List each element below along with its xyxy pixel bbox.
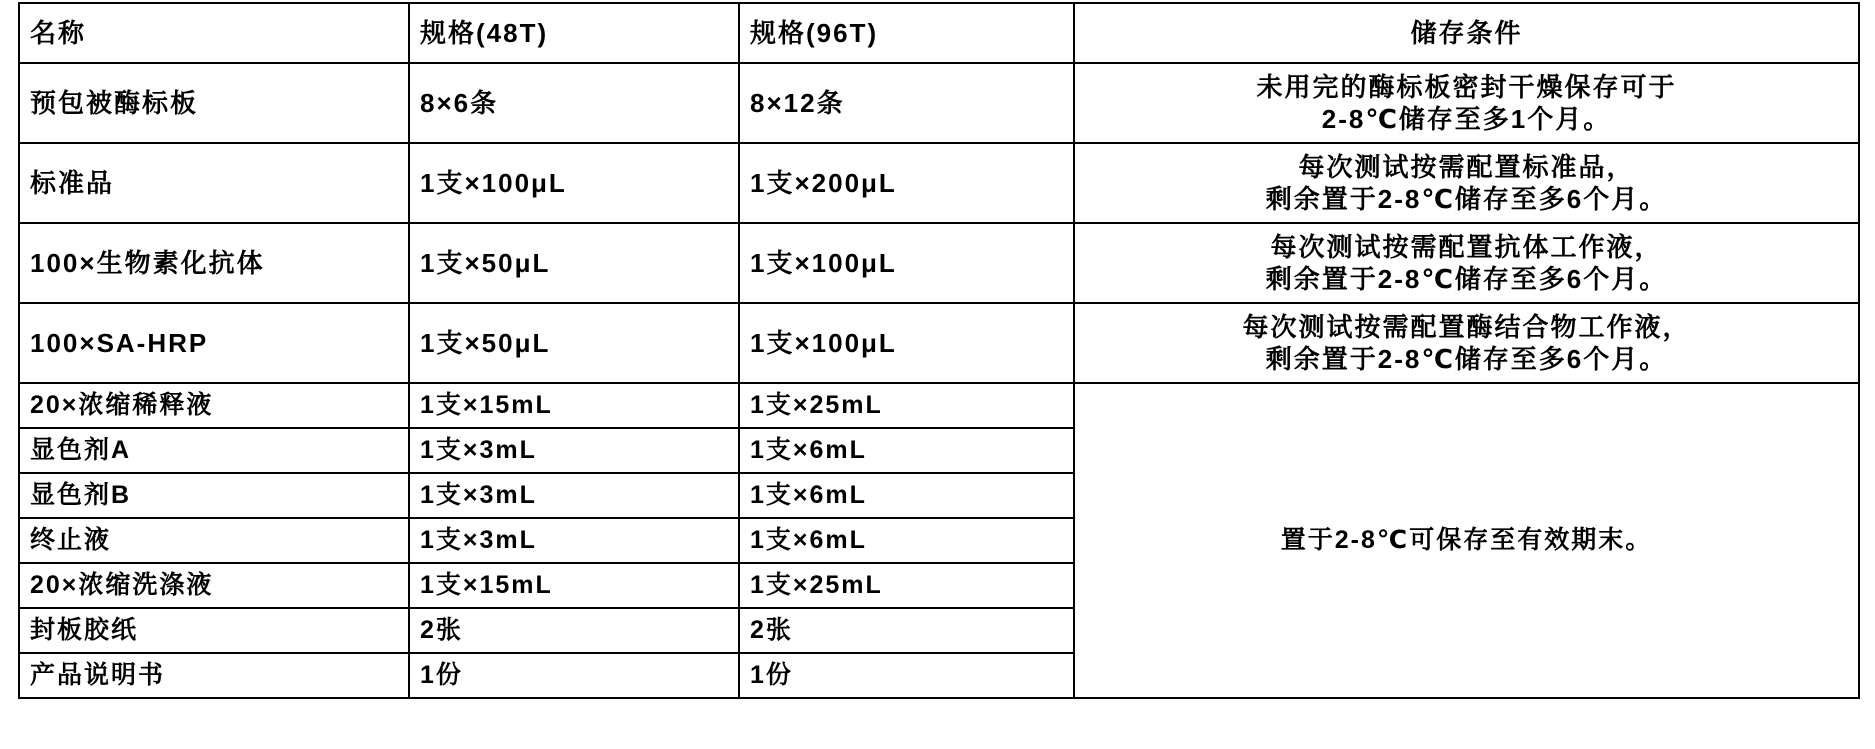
cell-spec-96t: 2张 bbox=[739, 608, 1074, 653]
cell-name: 20×浓缩稀释液 bbox=[19, 383, 409, 428]
cell-storage-merged: 置于2-8℃可保存至有效期末。 bbox=[1074, 383, 1859, 698]
cell-storage bbox=[1074, 63, 1859, 143]
cell-storage bbox=[1074, 303, 1859, 383]
cell-name: 标准品 bbox=[19, 143, 409, 223]
cell-name: 封板胶纸 bbox=[19, 608, 409, 653]
document-page bbox=[0, 2, 1875, 749]
cell-spec-96t: 1支×25mL bbox=[739, 563, 1074, 608]
cell-spec-48t: 1支×15mL bbox=[409, 563, 739, 608]
cell-name: 100×SA-HRP bbox=[19, 303, 409, 383]
cell-storage bbox=[1074, 143, 1859, 223]
cell-name: 20×浓缩洗涤液 bbox=[19, 563, 409, 608]
storage-line: 2-8℃储存至多1个月。 bbox=[1321, 104, 1612, 134]
cell-spec-96t: 1支×6mL bbox=[739, 473, 1074, 518]
storage-line: 剩余置于2-8℃储存至多6个月。 bbox=[1265, 264, 1668, 294]
table-row bbox=[19, 383, 1859, 428]
storage-line: 未用完的酶标板密封干燥保存可于 bbox=[1256, 71, 1677, 102]
cell-name: 100×生物素化抗体 bbox=[19, 223, 409, 303]
cell-spec-96t: 1支×25mL bbox=[739, 383, 1074, 428]
cell-spec-96t: 8×12条 bbox=[739, 63, 1074, 143]
kit-components-table bbox=[18, 2, 1860, 699]
cell-spec-48t: 8×6条 bbox=[409, 63, 739, 143]
cell-spec-48t: 1支×3mL bbox=[409, 473, 739, 518]
column-header-storage: 储存条件 bbox=[1074, 3, 1859, 63]
cell-spec-48t: 1支×15mL bbox=[409, 383, 739, 428]
storage-line: 每次测试按需配置抗体工作液， bbox=[1270, 231, 1663, 262]
cell-storage bbox=[1074, 223, 1859, 303]
table-row bbox=[19, 63, 1859, 143]
cell-spec-48t: 1支×100μL bbox=[409, 143, 739, 223]
table-header bbox=[19, 3, 1859, 63]
cell-spec-48t: 1支×3mL bbox=[409, 518, 739, 563]
cell-name: 显色剂B bbox=[19, 473, 409, 518]
cell-spec-96t: 1支×100μL bbox=[739, 303, 1074, 383]
column-header-spec-48t: 规格(48T) bbox=[409, 3, 739, 63]
cell-spec-96t: 1支×200μL bbox=[739, 143, 1074, 223]
table-row bbox=[19, 143, 1859, 223]
cell-spec-48t: 1支×50μL bbox=[409, 303, 739, 383]
table-row bbox=[19, 303, 1859, 383]
cell-spec-48t: 1支×3mL bbox=[409, 428, 739, 473]
cell-name: 产品说明书 bbox=[19, 653, 409, 698]
cell-spec-96t: 1份 bbox=[739, 653, 1074, 698]
cell-spec-48t: 1份 bbox=[409, 653, 739, 698]
storage-line: 剩余置于2-8℃储存至多6个月。 bbox=[1265, 344, 1668, 374]
storage-line: 每次测试按需配置酶结合物工作液， bbox=[1242, 311, 1691, 342]
table-body bbox=[19, 63, 1859, 698]
cell-spec-48t: 1支×50μL bbox=[409, 223, 739, 303]
cell-spec-96t: 1支×6mL bbox=[739, 518, 1074, 563]
storage-line: 剩余置于2-8℃储存至多6个月。 bbox=[1265, 184, 1668, 214]
table-header-row bbox=[19, 3, 1859, 63]
column-header-name: 名称 bbox=[19, 3, 409, 63]
table-row bbox=[19, 223, 1859, 303]
column-header-spec-96t: 规格(96T) bbox=[739, 3, 1074, 63]
cell-spec-96t: 1支×6mL bbox=[739, 428, 1074, 473]
cell-spec-48t: 2张 bbox=[409, 608, 739, 653]
cell-name: 预包被酶标板 bbox=[19, 63, 409, 143]
cell-name: 终止液 bbox=[19, 518, 409, 563]
cell-name: 显色剂A bbox=[19, 428, 409, 473]
storage-line: 每次测试按需配置标准品， bbox=[1298, 151, 1635, 182]
cell-spec-96t: 1支×100μL bbox=[739, 223, 1074, 303]
